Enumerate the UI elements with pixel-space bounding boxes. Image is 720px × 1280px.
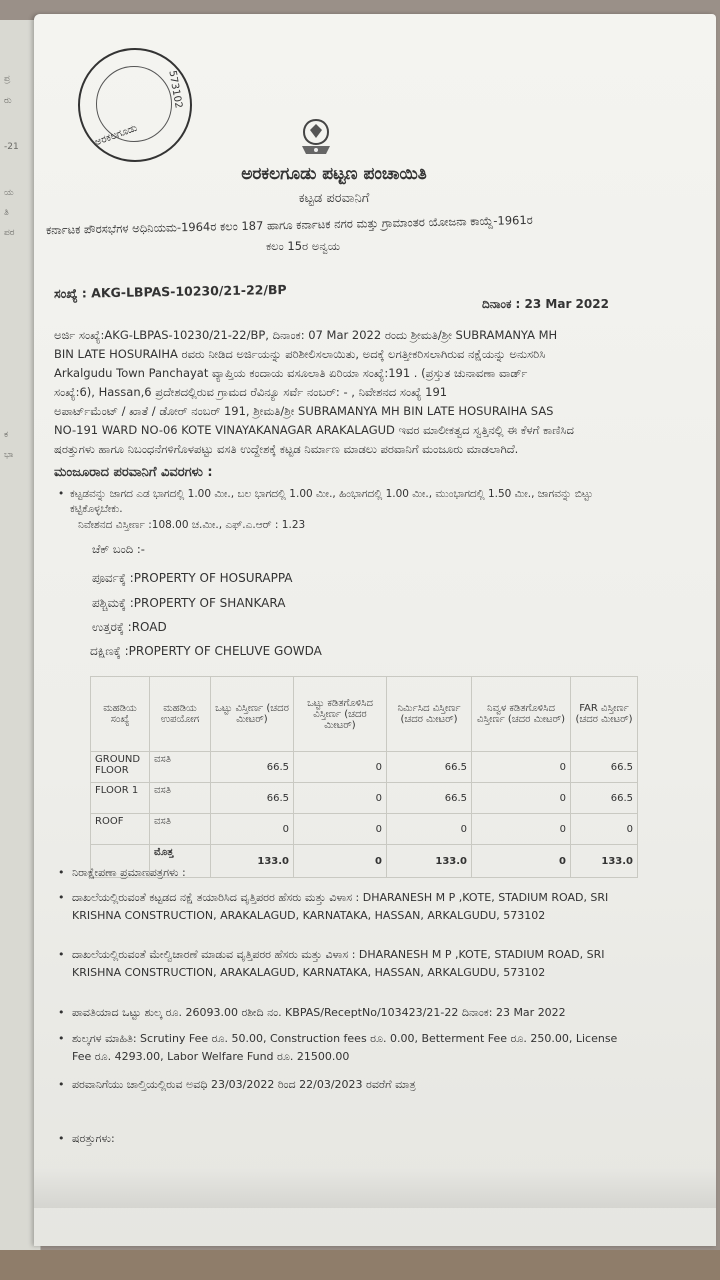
permit-body-paragraph [54,326,620,459]
table-cell: 0 [294,814,387,845]
table-header-cell: ನಿವ್ವಳ ಕಡಿತಗೊಳಿಸಿದ ವಿಸ್ತೀರ್ಣ (ಚದರ ಮೀಟರ್) [472,677,571,752]
supervisor-details [58,946,632,982]
table-cell: 0 [472,814,571,845]
permit-document [34,14,716,1246]
table-cell: 0 [294,783,387,814]
table-header-cell: ಒಟ್ಟು ವಿಸ್ತೀರ್ಣ (ಚದರ ಮೀಟರ್) [211,677,294,752]
detail-text: ಶುಲ್ಕಗಳ ಮಾಹಿತಿ: Scrutiny Fee ರೂ. 50.00, Construction fees ರೂ. 0.00, Betterment Fee ರೂ. 250.00, License Fee ರೂ. 4293.00, Labor Welfare Fund ರೂ. 21500.00 [72,1032,618,1063]
table-cell: 0 [294,752,387,783]
bullet-icon: • [58,891,65,904]
office-title: ಅರಕಲಗೂಡು ಪಟ್ಟಣ ಪಂಚಾಯಿತಿ [241,164,427,184]
edge-mark: ಯ [4,188,14,198]
table-cell: 0 [472,783,571,814]
bullet-icon: • [58,1078,65,1091]
table-cell: 0 [387,814,472,845]
table-cell: ಮೊತ್ತ [150,845,211,878]
detail-text: ಪಾವತಿಯಾದ ಒಟ್ಟು ಶುಲ್ಕ ರೂ. 26093.00 ರಶೀದಿ ನಂ. KBPAS/ReceptNo/103423/21-22 ದಿನಾಂಕ: 23 Mar 2022 [72,1006,566,1019]
bullet-icon: • [58,1006,65,1019]
table-cell: ROOF [91,814,150,845]
document-subtitle: ಕಟ್ಟಡ ಪರವಾನಿಗೆ [298,191,370,206]
detail-text: ಷರತ್ತುಗಳು: [72,1132,115,1145]
table-cell: 133.0 [211,845,294,878]
detail-text: ದಾಖಲೆಯಲ್ಲಿರುವಂತೆ ಮೇಲ್ವಿಚಾರಣೆ ಮಾಡುವ ವೃತ್ತಿಪರರ ಹೆಸರು ಮತ್ತು ವಿಳಾಸ : DHARANESH M P ,KOTE, STADIUM ROAD, SRI KRISHNA CONSTRUCTION, ARAKALAGUD, KARNATAKA, HASSAN, ARKALGUDU, 573102 [72,948,605,979]
page-fold-shadow [34,1168,716,1208]
bullet-icon: • [58,1132,65,1145]
validity-period [58,1076,632,1094]
office-seal [78,48,192,162]
edge-mark: ತಿ [4,208,9,218]
permit-date: ದಿನಾಂಕ : 23 Mar 2022 [482,297,609,311]
edge-mark: ಭಾ [4,450,14,460]
fee-paid [58,1004,632,1022]
floor-area-table [90,676,638,878]
edge-mark: ರು [4,96,12,106]
setback-note [58,487,630,517]
desk-surface [0,1250,720,1280]
table-row [91,783,638,814]
bullet-icon: • [58,948,65,961]
table-cell: ವಸತಿ [150,752,211,783]
act-reference-line: ಕರ್ನಾಟಕ ಪೌರಸಭೆಗಳ ಅಧಿನಿಯಮ-1964ರ ಕಲಂ 187 ಹಾಗೂ ಕರ್ನಾಟಕ ನಗರ ಮತ್ತು ಗ್ರಾಮಾಂತರ ಯೋಜನಾ ಕಾಯ್ದೆ-1961ರ [45,212,533,238]
state-emblem-icon [296,116,336,160]
detail-text: ದಾಖಲೆಯಲ್ಲಿರುವಂತೆ ಕಟ್ಟಡದ ನಕ್ಷೆ ತಯಾರಿಸಿದ ವೃತ್ತಿಪರರ ಹೆಸರು ಮತ್ತು ವಿಳಾಸ : DHARANESH M P ,KOTE, STADIUM ROAD, SRI KRISHNA CONSTRUCTION, ARAKALAGUD, KARNATAKA, HASSAN, ARKALGUDU, 573102 [72,891,609,922]
table-header-cell: ಮಹಡಿಯ ಉಪಯೋಗ [150,677,211,752]
boundaries-title: ಚೆಕ್ ಬಂದಿ :- [92,542,145,556]
table-cell: 0 [571,814,638,845]
site-area: ನಿವೇಶನದ ವಿಸ್ತೀರ್ಣ :108.00 ಚ.ಮೀ., ಎಫ್.ಎ.ಆರ್ : 1.23 [78,519,306,531]
table-cell: 66.5 [571,783,638,814]
table-header-cell: ಒಟ್ಟು ಕಡಿತಗೊಳಿಸಿದ ವಿಸ್ತೀರ್ಣ (ಚದರ ಮೀಟರ್) [294,677,387,752]
detail-text: ಪರವಾನಿಗೆಯು ಚಾಲ್ತಿಯಲ್ಲಿರುವ ಅವಧಿ 23/03/2022 ರಿಂದ 22/03/2023 ರವರೆಗೆ ಮಾತ್ರ [72,1078,416,1091]
body-line: ಅಪಾರ್ಟ್‌ಮೆಂಟ್ / ಖಾತೆ / ಡೋರ್ ನಂಬರ್ 191, ಶ್ರೀಮತಿ/ಶ್ರೀ SUBRAMANYA MH BIN LATE HOSURAIHA SAS [54,404,554,418]
table-cell: 0 [472,752,571,783]
setback-text: ಕಟ್ಟಡವನ್ನು ಜಾಗದ ಎಡ ಭಾಗದಲ್ಲಿ 1.00 ಮೀ., ಬಲ ಭಾಗದಲ್ಲಿ 1.00 ಮೀ., ಹಿಂಭಾಗದಲ್ಲಿ 1.00 ಮೀ., ಮುಂಭಾಗದಲ್ಲಿ 1.50 ಮೀ., ಜಾಗವನ್ನು ಬಿಟ್ಟು ಕಟ್ಟಿಕೊಳ್ಳಬೇಕು. [70,488,593,515]
table-row [91,814,638,845]
edge-mark: ಪ್ರ [4,74,11,84]
noc-heading [58,864,632,882]
table-cell: 0 [472,845,571,878]
boundary-east: ಪೂರ್ವಕ್ಕೆ :PROPERTY OF HOSURAPPA [92,571,293,585]
body-line: ಷರತ್ತುಗಳು ಹಾಗೂ ನಿಬಂಧನೆಗಳಿಗೊಳಪಟ್ಟು ವಸತಿ ಉದ್ದೇಶಕ್ಕೆ ಕಟ್ಟಡ ನಿರ್ಮಾಣ ಮಾಡಲು ಪರವಾನಿಗೆ ಮಂಜೂರು ಮಾಡಲಾಗಿದೆ. [54,442,519,456]
body-line: ಅರ್ಜಿ ಸಂಖ್ಯೆ:AKG-LBPAS-10230/21-22/BP, ದಿನಾಂಕ: 07 Mar 2022 ರಂದು ಶ್ರೀಮತಿ/ಶ್ರೀ SUBRAMANYA MH [54,328,558,342]
table-cell: 66.5 [571,752,638,783]
table-cell: 66.5 [211,752,294,783]
boundary-west: ಪಶ್ಚಿಮಕ್ಕೆ :PROPERTY OF SHANKARA [92,596,286,610]
table-cell: ವಸತಿ [150,783,211,814]
edge-mark: -21 [4,142,19,152]
bullet-icon: • [58,1032,65,1045]
table-header-cell: ಮಹಡಿಯ ಸಂಖ್ಯೆ [91,677,150,752]
table-cell: 0 [294,845,387,878]
fee-breakdown [58,1030,632,1066]
table-cell: 66.5 [211,783,294,814]
sanctioned-details-heading: ಮಂಜೂರಾದ ಪರವಾನಿಗೆ ವಿವರಗಳು : [54,465,213,480]
table-cell: 0 [211,814,294,845]
conditions-heading [58,1130,632,1148]
edge-mark: ಕ [4,430,9,440]
act-reference-section: ಕಲಂ 15ರ ಅನ್ವಯ [266,239,341,253]
table-row [91,752,638,783]
table-cell: 133.0 [571,845,638,878]
table-cell: GROUND FLOOR [91,752,150,783]
bullet-icon: • [58,488,65,500]
table-cell: ವಸತಿ [150,814,211,845]
table-cell: 66.5 [387,752,472,783]
boundary-north: ಉತ್ತರಕ್ಕೆ :ROAD [92,620,167,634]
table-cell: FLOOR 1 [91,783,150,814]
table-header-cell: ನಿರ್ಮಿಸಿದ ವಿಸ್ತೀರ್ಣ (ಚದರ ಮೀಟರ್) [387,677,472,752]
boundary-south: ದಕ್ಷಿಣಕ್ಕೆ :PROPERTY OF CHELUVE GOWDA [90,644,322,658]
permit-number: ಸಂಖ್ಯೆ : AKG-LBPAS-10230/21-22/BP [53,281,287,302]
body-line: NO-191 WARD NO-06 KOTE VINAYAKANAGAR ARAKALAGUD ಇವರ ಮಾಲೀಕತ್ವದ ಸ್ವತ್ತಿನಲ್ಲಿ ಈ ಕೆಳಗೆ ಕಾಣಿಸಿದ [54,423,574,437]
body-line: Arkalgudu Town Panchayat ವ್ಯಾಪ್ತಿಯ ಕಂದಾಯ ವಸೂಲಾತಿ ಏರಿಯಾ ಸಂಖ್ಯೆ:191 . (ಪ್ರಸ್ತುತ ಚುನಾವಣಾ ವಾರ್ಡ್ [54,366,528,380]
table-header-row [91,677,638,752]
table-cell: 133.0 [387,845,472,878]
seal-text: ಅರಕಲಗೂಡು [93,122,139,149]
edge-mark: ಪರ [4,228,15,238]
architect-details [58,889,632,925]
bullet-icon: • [58,866,65,879]
detail-text: ನಿರಾಕ್ಷೇಪಣಾ ಪ್ರಮಾಣಪತ್ರಗಳು : [72,866,186,879]
body-line: ಸಂಖ್ಯೆ:6), Hassan,6 ಪ್ರದೇಶದಲ್ಲಿರುವ ಗ್ರಾಮದ ರೆವಿನ್ಯೂ ಸರ್ವೆ ನಂಬರ್: - , ನಿವೇಶನದ ಸಂಖ್ಯೆ 191 [54,385,448,399]
seal-pincode: 573102 [166,69,184,110]
body-line: BIN LATE HOSURAIHA ರವರು ನೀಡಿದ ಅರ್ಜಿಯನ್ನು ಪರಿಶೀಲಿಸಲಾಯಿತು, ಅದಕ್ಕೆ ಲಗತ್ತೀಕರಿಸಲಾಗಿರುವ ನಕ್ಷೆಯನ್ನು ಅನುಸರಿಸಿ [54,347,546,361]
table-header-cell: FAR ವಿಸ್ತೀರ್ಣ (ಚದರ ಮೀಟರ್) [571,677,638,752]
table-cell: 66.5 [387,783,472,814]
